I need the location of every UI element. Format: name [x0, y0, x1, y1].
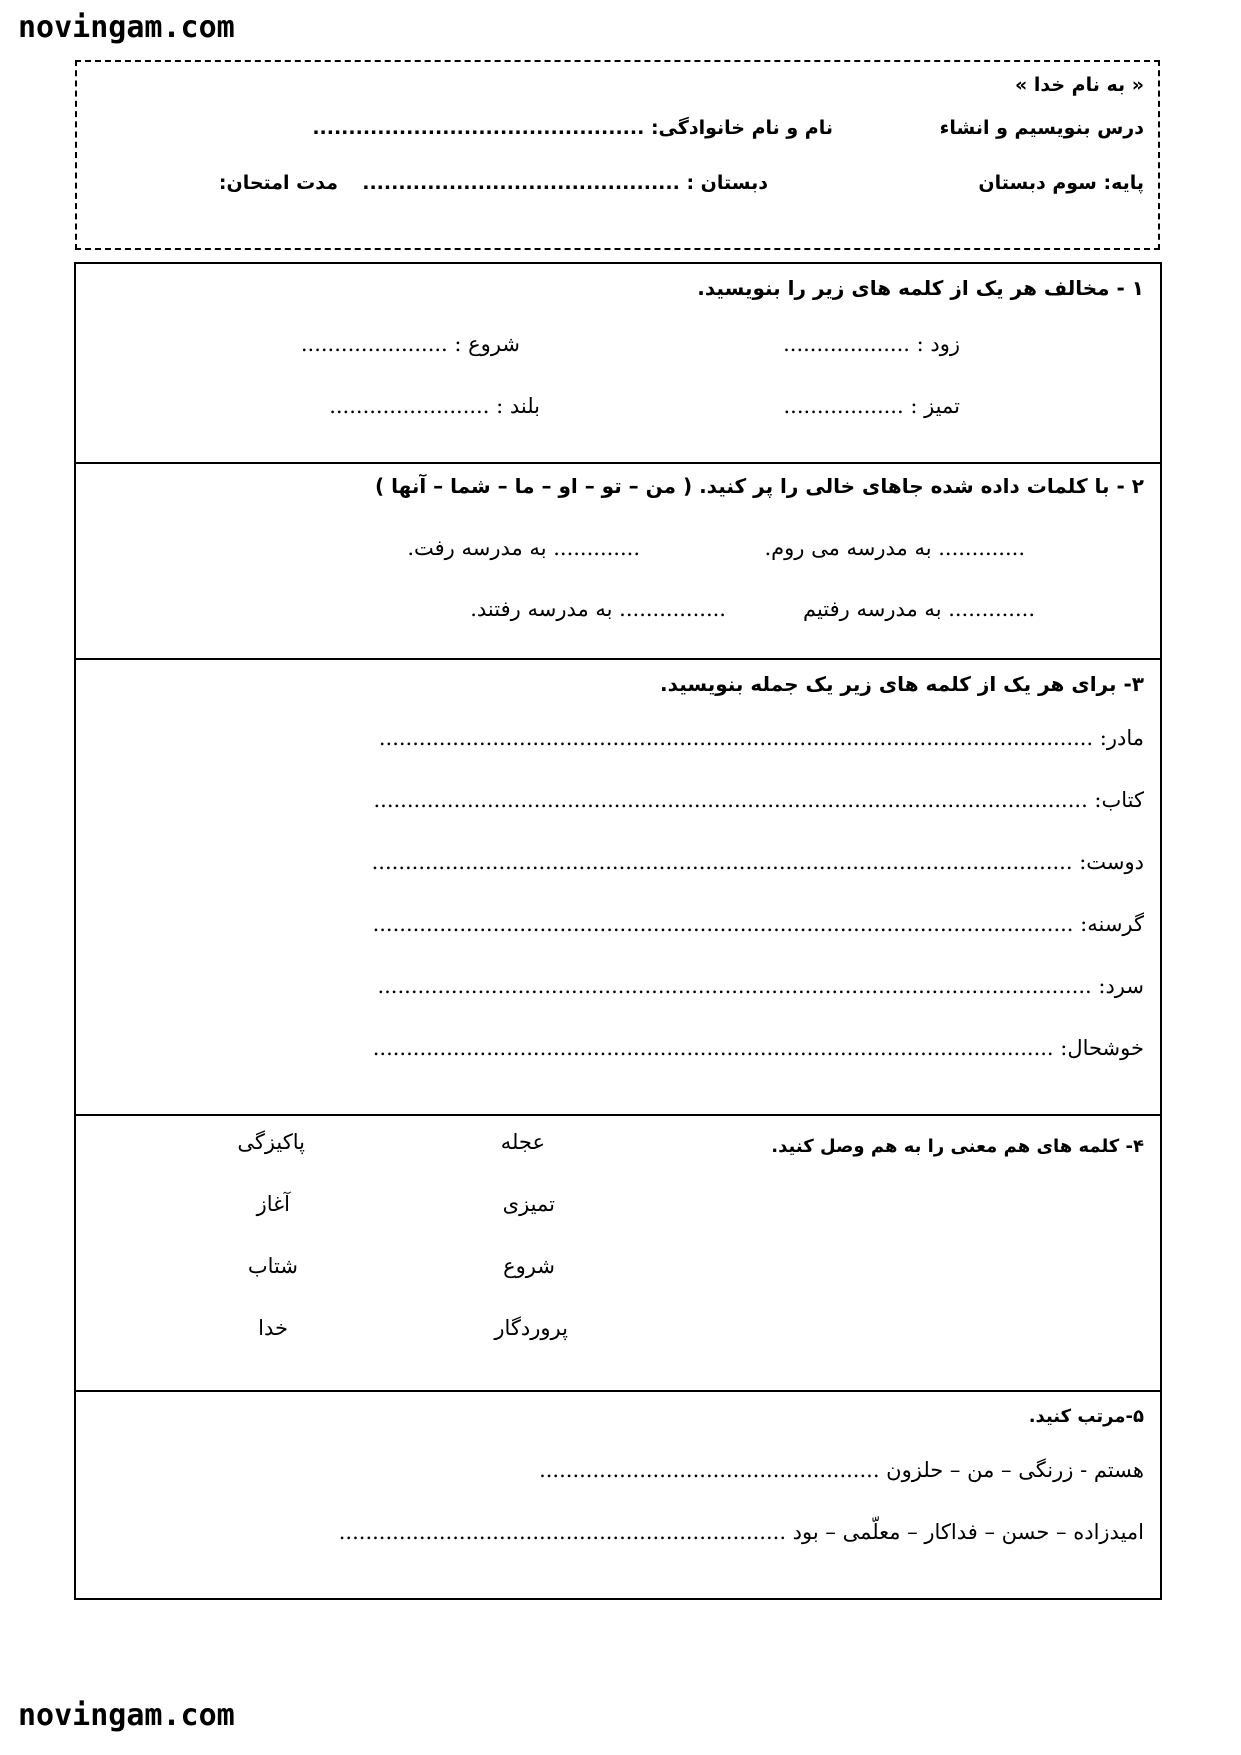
- q1-item: بلند : ........................: [329, 394, 540, 418]
- student-name-field: نام و نام خانوادگی: ..............................................: [312, 117, 833, 139]
- q3-sentence-line: مادر: ...........................................................................................................: [378, 726, 1144, 750]
- q2-item: ................ به مدرسه رفتند.: [470, 597, 726, 621]
- q3-sentence-line: گرسنه: .........................................................................................................: [372, 912, 1144, 936]
- q4-word-a: تمیزی: [502, 1192, 555, 1216]
- q4-word-a: شروع: [503, 1254, 555, 1278]
- question-5-section: [74, 1390, 1162, 1600]
- question-3-section: [74, 658, 1162, 1116]
- q3-sentence-line: کتاب: ...........................................................................................................: [373, 788, 1144, 812]
- question-1-section: [74, 262, 1162, 464]
- q4-word-b: شتاب: [247, 1254, 298, 1278]
- exam-duration-label: مدت امتحان:: [218, 172, 338, 194]
- q5-reorder-line: هستم - زرنگی – من – حلزون ...................................................: [539, 1458, 1144, 1482]
- q2-item: ............. به مدرسه رفت.: [407, 536, 640, 560]
- q4-word-a: پروردگار: [494, 1316, 568, 1340]
- bismillah: « به نام خدا »: [1014, 74, 1144, 96]
- exam-header: [75, 60, 1160, 250]
- school-field: دبستان : ............................................: [362, 172, 768, 194]
- watermark-bottom: novingam.com: [18, 1698, 235, 1733]
- q1-item: تمیز : ..................: [783, 394, 960, 418]
- q3-sentence-line: سرد: ...........................................................................................................: [377, 974, 1144, 998]
- question-5-title: ۵-مرتب کنید.: [1028, 1406, 1144, 1427]
- question-2-title: ۲ - با کلمات داده شده جاهای خالی را پر کنید. ( من – تو – او – ما – شما – آنها ): [375, 474, 1144, 498]
- q1-item: زود : ...................: [783, 332, 960, 356]
- q2-item: ............. به مدرسه می روم.: [764, 536, 1025, 560]
- q3-sentence-line: خوشحال: ......................................................................................................: [372, 1036, 1144, 1060]
- question-4-section: [74, 1114, 1162, 1392]
- q2-item: ............. به مدرسه رفتیم: [802, 597, 1035, 621]
- grade-label: پایه: سوم دبستان: [978, 172, 1144, 194]
- q5-reorder-line: امیدزاده – حسن – فداکار – معلّمی – بود ...................................................................: [338, 1520, 1144, 1544]
- watermark-top: novingam.com: [18, 10, 235, 45]
- q4-word-a: عجله: [500, 1130, 545, 1154]
- subject-label: درس بنویسیم و انشاء: [939, 117, 1144, 139]
- q4-word-b: خدا: [258, 1316, 288, 1340]
- question-2-section: [74, 462, 1162, 660]
- question-4-title: ۴- کلمه های هم معنی را به هم وصل کنید.: [771, 1136, 1144, 1157]
- q4-word-b: آغاز: [256, 1192, 290, 1216]
- question-3-title: ۳- برای هر یک از کلمه های زیر یک جمله بنویسید.: [660, 672, 1144, 696]
- q4-word-b: پاکیزگی: [237, 1130, 305, 1154]
- q1-item: شروع : ......................: [300, 332, 520, 356]
- question-1-title: ۱ - مخالف هر یک از کلمه های زیر را بنویسید.: [697, 276, 1144, 300]
- q3-sentence-line: دوست: .........................................................................................................: [371, 850, 1144, 874]
